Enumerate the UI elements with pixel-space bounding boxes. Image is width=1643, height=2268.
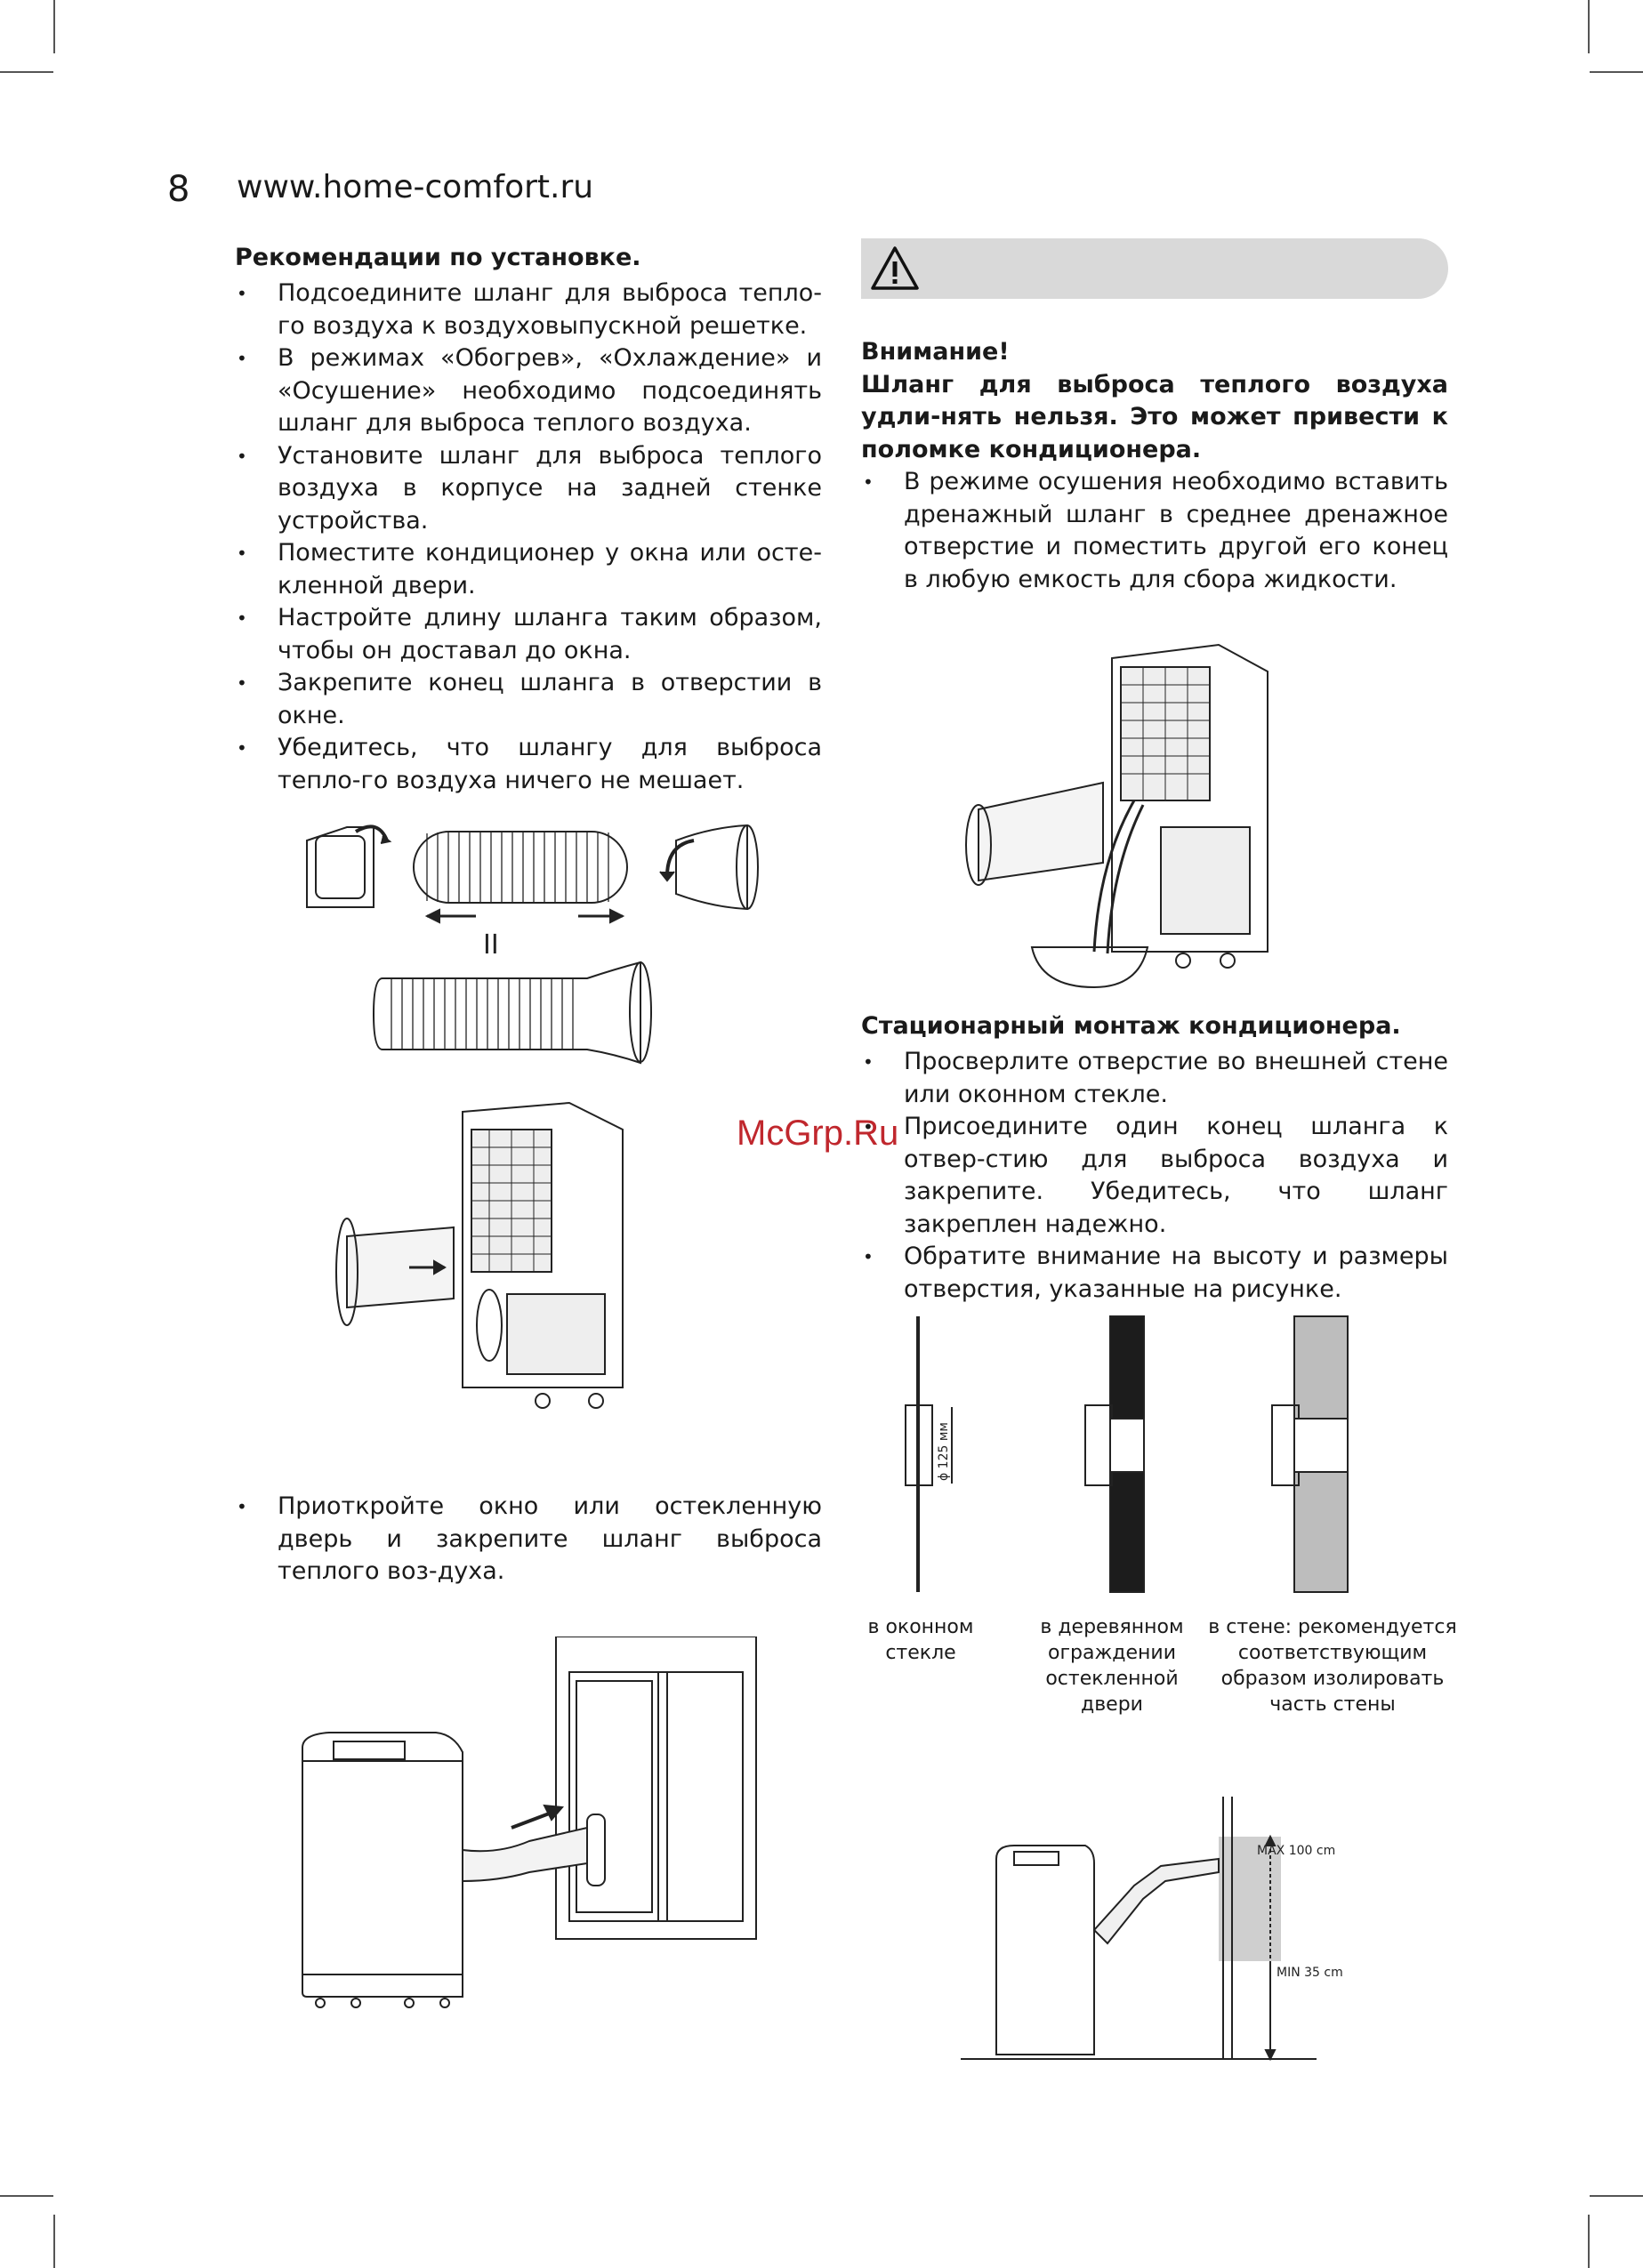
warning-text: Шланг для выброса теплого воздуха удли-нять нельзя. Это может привести к поломке кондиционера. <box>861 370 1448 463</box>
list-item: • В режимах «Обогрев», «Охлаждение» и «Осушение» необходимо подсоединять шланг для выброса теплого воздуха. <box>235 342 822 440</box>
page-number: 8 <box>167 169 190 210</box>
max-label: MAX 100 cm <box>1257 1844 1336 1858</box>
window-bullet-block <box>235 1491 822 1588</box>
warning-title: Внимание! <box>861 338 1010 366</box>
right-column-warning <box>861 336 1448 596</box>
height-limits-figure <box>961 1788 1388 2081</box>
left-column <box>235 242 822 797</box>
crop-mark <box>1590 71 1643 73</box>
list-item: • Убедитесь, что шлангу для выброса тепло-го воздуха ничего не мешает. <box>235 732 822 797</box>
diameter-label: ϕ 125 мм <box>937 1422 951 1481</box>
list-item: • Поместите кондиционер у окна или осте-кленной двери. <box>235 537 822 602</box>
caption-glass: в оконном стекле <box>867 1616 974 1664</box>
hose-assembly-figure <box>294 800 809 1076</box>
drain-figure <box>961 631 1317 996</box>
list-item: • Настройте длину шланга таким образом, чтобы он доставал до окна. <box>235 602 822 667</box>
crop-mark <box>53 2215 55 2268</box>
caption-wall: в стене: рекомендуется соответствующим образом изолировать часть стены <box>1208 1616 1457 1716</box>
list-item: • Установите шланг для выброса теплого воздуха в корпусе на задней стенке устройства. <box>235 440 822 538</box>
unit-rear-hose-figure <box>329 1094 658 1423</box>
list-item: • Присоедините один конец шланга к отвер-стию для выброса воздуха и закрепите. Убедитесь, что шланг закреплен надежно. <box>861 1111 1448 1241</box>
list-item: • В режиме осушения необходимо вставить дренажный шланг в среднее дренажное отверстие и поместить другой его конец в любую емкость для сбора жидкости. <box>861 466 1448 596</box>
min-label: MIN 35 cm <box>1277 1966 1343 1980</box>
stationary-title: Стационарный монтаж кондиционера. <box>861 1012 1401 1040</box>
list-item: • Приоткройте окно или остекленную дверь и закрепите шланг выброса теплого воз-духа. <box>235 1491 822 1588</box>
list-item: • Подсоедините шланг для выброса тепло-го воздуха к воздуховыпускной решетке. <box>235 277 822 342</box>
list-item: • Просверлите отверстие во внешней стене или оконном стекле. <box>861 1046 1448 1111</box>
list-item: • Закрепите конец шланга в отверстии в окне. <box>235 667 822 732</box>
equal-sign: II <box>483 929 499 961</box>
crop-mark <box>53 0 55 53</box>
list-item: • Обратите внимание на высоту и размеры отверстия, указанные на рисунке. <box>861 1241 1448 1306</box>
right-column-stationary <box>861 1010 1448 1306</box>
warning-icon <box>870 245 920 292</box>
crop-mark <box>1588 2215 1590 2268</box>
unit-window-figure <box>294 1637 774 2019</box>
crop-mark <box>1588 0 1590 53</box>
warning-bar <box>861 238 1448 299</box>
mounting-options-figure <box>881 1307 1414 1610</box>
crop-mark <box>0 71 53 73</box>
caption-wood: в деревянном ограждении остекленной двери <box>1040 1616 1184 1716</box>
watermark: McGrp.Ru <box>737 1114 899 1153</box>
site-url: www.home-comfort.ru <box>237 169 594 205</box>
crop-mark <box>0 2195 53 2197</box>
install-title: Рекомендации по установке. <box>235 244 641 271</box>
crop-mark <box>1590 2195 1643 2197</box>
